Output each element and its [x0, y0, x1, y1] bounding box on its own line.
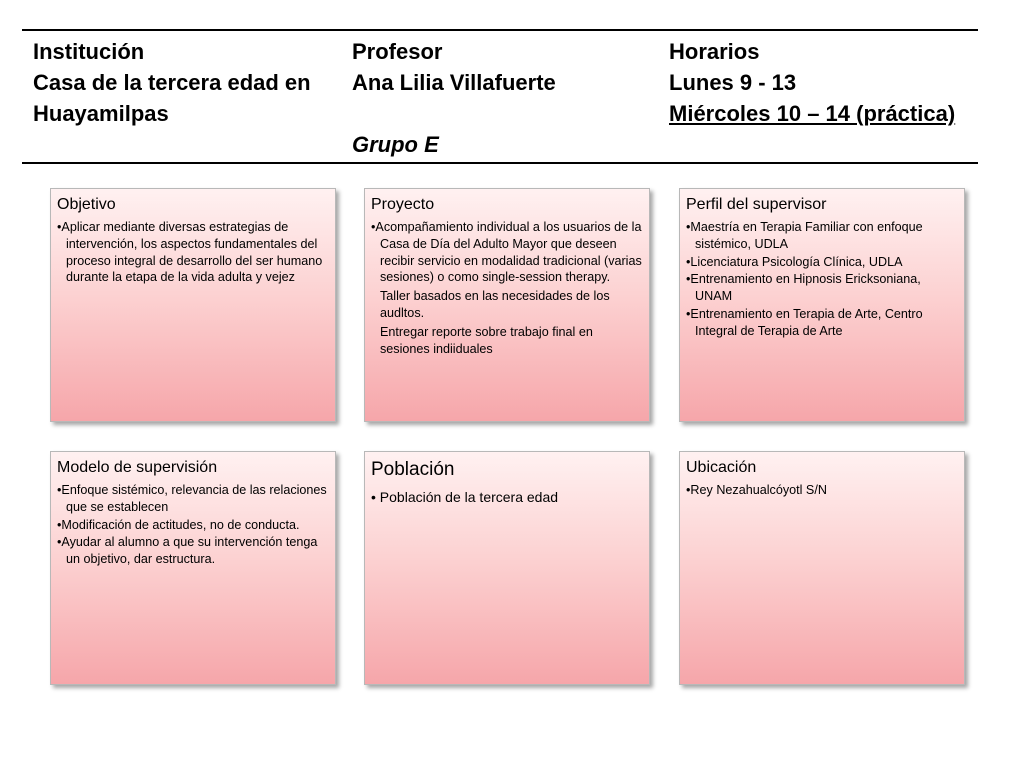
card-title: Proyecto	[371, 196, 435, 213]
card-objetivo	[50, 188, 336, 422]
list-item: • Acompañamiento individual a los usuarios de la Casa de Día del Adulto Mayor que deseen recibir servicio en modalidad tradicional (varias sesiones) o como single-session therapy.	[371, 219, 642, 286]
profesor-heading: Profesor	[352, 39, 443, 64]
header-horarios	[669, 36, 955, 129]
card-title: Población	[371, 459, 455, 480]
list-item: • Ayudar al alumno a que su intervención tenga un objetivo, dar estructura.	[57, 534, 328, 568]
card-ubicacion	[679, 451, 965, 685]
institucion-line1: Casa de la tercera edad en	[33, 70, 311, 95]
horarios-heading: Horarios	[669, 39, 760, 64]
card-modelo-supervision	[50, 451, 336, 685]
card-list	[57, 219, 328, 286]
card-proyecto	[364, 188, 650, 422]
card-title: Objetivo	[57, 196, 116, 213]
list-item: • Maestría en Terapia Familiar con enfoque sistémico, UDLA	[686, 219, 957, 253]
header-profesor	[352, 36, 556, 160]
list-item: • Rey Nezahualcóyotl S/N	[686, 482, 957, 499]
card-list	[686, 219, 957, 340]
profesor-group: Grupo E	[352, 132, 439, 157]
card-list	[371, 219, 642, 357]
header-institucion	[33, 36, 311, 129]
list-item: • Licenciatura Psicología Clínica, UDLA	[686, 254, 957, 271]
card-title: Ubicación	[686, 459, 757, 476]
card-perfil-supervisor	[679, 188, 965, 422]
card-poblacion	[364, 451, 650, 685]
institucion-heading: Institución	[33, 39, 145, 64]
list-item: Entregar reporte sobre trabajo final en sesiones indiiduales	[380, 324, 593, 356]
horarios-line2: Miércoles 10 – 14 (práctica)	[669, 101, 956, 126]
card-list	[686, 482, 957, 499]
card-title: Perfil del supervisor	[686, 196, 827, 213]
card-list	[371, 488, 642, 506]
list-item: Taller basados en las necesidades de los audltos.	[380, 289, 610, 320]
spacer	[352, 98, 556, 129]
list-item: • Entrenamiento en Terapia de Arte, Centro Integral de Terapia de Arte	[686, 306, 957, 340]
list-item: • Entrenamiento en Hipnosis Ericksoniana, UNAM	[686, 271, 957, 305]
profesor-name: Ana Lilia Villafuerte	[352, 70, 556, 95]
card-title: Modelo de supervisión	[57, 459, 218, 476]
institucion-line2: Huayamilpas	[33, 101, 169, 126]
list-item: • Enfoque sistémico, relevancia de las relaciones que se establecen	[57, 482, 328, 516]
top-rule	[22, 29, 978, 31]
card-list	[57, 482, 328, 568]
list-item: • Modificación de actitudes, no de conducta.	[57, 517, 328, 534]
list-item: • Aplicar mediante diversas estrategias de intervención, los aspectos fundamentales del proceso integral de desarrollo del ser humano durante la etapa de la vida adulta y vejez	[57, 219, 328, 286]
list-item: • Población de la tercera edad	[371, 488, 642, 506]
bottom-rule	[22, 162, 978, 164]
horarios-line1: Lunes 9 - 13	[669, 70, 797, 95]
